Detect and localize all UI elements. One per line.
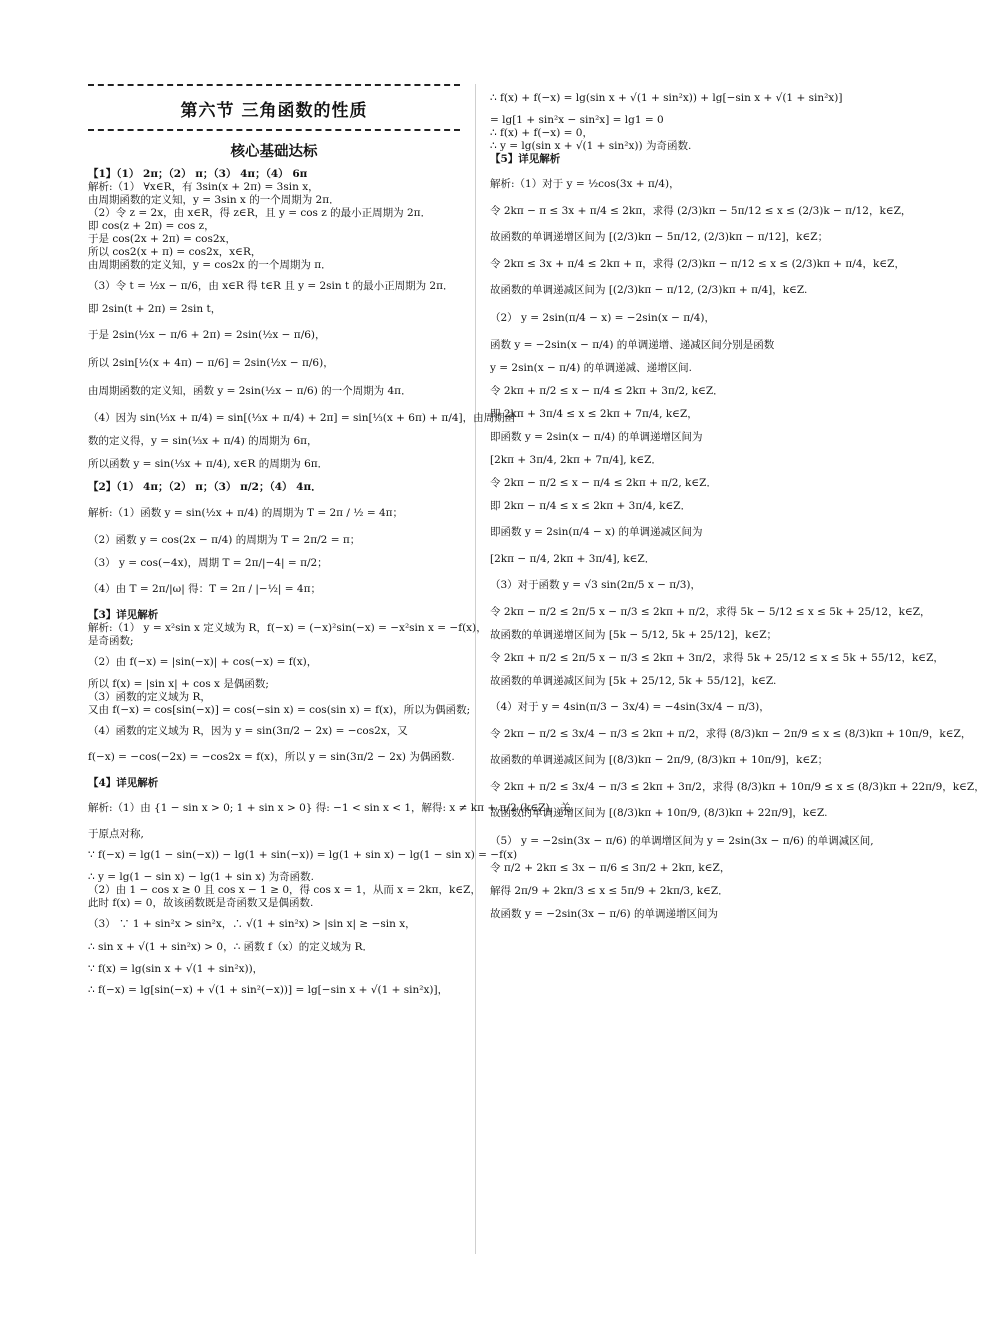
text-line: （3）令 t = ½x − π/6，由 x∈R 得 t∈R 且 y = 2sin t 的最小正周期为 2π．	[88, 280, 454, 292]
text-line: 令 2kπ + π/2 ≤ 3x/4 − π/3 ≤ 2kπ + 3π/2，求得 (8/3)kπ + 10π/9 ≤ x ≤ (8/3)kπ + 22π/9，k∈Z，	[490, 781, 985, 793]
text-line: f(−x) = −cos(−2x) = −cos2x = f(x)，所以 y = sin(3π/2 − 2x) 为偶函数.	[88, 751, 455, 763]
text-line: 即 2sin(t + 2π) = 2sin t，	[88, 303, 222, 315]
text-line: （2）令 z = 2x，由 x∈R，得 z∈R，且 y = cos z 的最小正周期为 2π．	[88, 207, 432, 219]
text-line: ∴ y = lg(sin x + √(1 + sin²x)) 为奇函数.	[490, 140, 692, 152]
text-line: 令 2kπ − π/2 ≤ 2π/5 x − π/3 ≤ 2kπ + π/2，求得 5k − 5/12 ≤ x ≤ 5k + 25/12，k∈Z，	[490, 606, 931, 618]
text-line: 解析:（1） y = x²sin x 定义域为 R，f(−x) = (−x)²sin(−x) = −x²sin x = −f(x)，	[88, 622, 487, 634]
text-line: 令 2kπ − π ≤ 3x + π/4 ≤ 2kπ，求得 (2/3)kπ − 5π/12 ≤ x ≤ (2/3)k − π/12，k∈Z，	[490, 205, 912, 217]
text-line: 解析:（1）由 {1 − sin x > 0; 1 + sin x > 0} 得: −1 < sin x < 1，解得: x ≠ kπ + π/2 (k∈Z)，关	[88, 802, 571, 814]
text-line: （2）由 f(−x) = |sin(−x)| + cos(−x) = f(x)，	[88, 656, 318, 668]
text-line: （3）函数的定义域为 R，	[88, 691, 211, 703]
text-line: 即函数 y = 2sin(π/4 − x) 的单调递减区间为	[490, 526, 703, 538]
text-line: ∴ f(x) + f(−x) = 0，	[490, 127, 593, 139]
text-line: 【3】详见解析	[88, 609, 159, 621]
text-line: 解析:（1）对于 y = ½cos(3x + π/4)，	[490, 178, 680, 190]
text-line: 函数 y = −2sin(x − π/4) 的单调递增、递减区间分别是函数	[490, 339, 775, 351]
section-title: 第六节 三角函数的性质	[180, 101, 368, 121]
text-line: 故函数的单调递增区间为 [5k − 5/12, 5k + 25/12]，k∈Z；	[490, 629, 778, 641]
text-line: 令 2kπ − π/2 ≤ 3x/4 − π/3 ≤ 2kπ + π/2，求得 (8/3)kπ − 2π/9 ≤ x ≤ (8/3)kπ + 10π/9，k∈Z，	[490, 728, 972, 740]
text-line: 故函数的单调递增区间为 [(2/3)kπ − 5π/12, (2/3)kπ − π/12]，k∈Z；	[490, 231, 829, 243]
text-line: 令 2kπ − π/2 ≤ x − π/4 ≤ 2kπ + π/2, k∈Z．	[490, 477, 717, 489]
text-line: y = 2sin(x − π/4) 的单调递减、递增区间.	[490, 362, 692, 374]
text-line: ∵ f(x) = lg(sin x + √(1 + sin²x))，	[88, 963, 264, 975]
text-line: 所以 cos2(x + π) = cos2x，x∈R，	[88, 246, 262, 258]
text-line: 所以 f(x) = |sin x| + cos x 是偶函数;	[88, 678, 269, 690]
text-line: 即 cos(z + 2π) = cos z，	[88, 220, 215, 232]
text-line: ∴ y = lg(1 − sin x) − lg(1 + sin x) 为奇函数.	[88, 871, 314, 883]
text-line: （4）对于 y = 4sin(π/3 − 3x/4) = −4sin(3x/4 − π/3)，	[490, 701, 770, 713]
column-divider	[475, 84, 476, 1254]
text-line: 即 2kπ − π/4 ≤ x ≤ 2kπ + 3π/4, k∈Z．	[490, 500, 692, 512]
text-line: 由周期函数的定义知，函数 y = 2sin(½x − π/6) 的一个周期为 4π．	[88, 385, 412, 397]
text-line: 令 2kπ ≤ 3x + π/4 ≤ 2kπ + π，求得 (2/3)kπ − π/12 ≤ x ≤ (2/3)kπ + π/4，k∈Z，	[490, 258, 905, 270]
text-line: （3）对于函数 y = √3 sin(2π/5 x − π/3)，	[490, 579, 701, 591]
subtitle: 核心基础达标	[230, 143, 318, 160]
text-line: 数的定义得，y = sin(⅓x + π/4) 的周期为 6π，	[88, 435, 318, 447]
text-line: 故函数 y = −2sin(3x − π/6) 的单调递增区间为	[490, 908, 718, 920]
text-line: （4）由 T = 2π/|ω| 得：T = 2π / |−½| = 4π；	[88, 583, 321, 595]
right-lines	[490, 91, 985, 922]
text-line: 即 2kπ + 3π/4 ≤ x ≤ 2kπ + 7π/4, k∈Z，	[490, 408, 698, 420]
text-line: 故函数的单调递减区间为 [(2/3)kπ − π/12, (2/3)kπ + π/4]，k∈Z.	[490, 284, 808, 296]
text-line: [2kπ − π/4, 2kπ + 3π/4], k∈Z．	[490, 553, 656, 565]
text-line: 于原点对称,	[88, 828, 144, 840]
text-line: 故函数的单调递减区间为 [5k + 25/12, 5k + 55/12]，k∈Z.	[490, 675, 777, 687]
text-line: 解析:（1） ∀x∈R，有 3sin(x + 2π) = 3sin x，	[88, 181, 319, 193]
text-line: （2）函数 y = cos(2x − π/4) 的周期为 T = 2π/2 = π；	[88, 534, 361, 546]
text-line: 是奇函数;	[88, 635, 134, 647]
text-line: 解析:（1）函数 y = sin(½x + π/4) 的周期为 T = 2π / ½ = 4π；	[88, 507, 404, 519]
text-line: 即函数 y = 2sin(x − π/4) 的单调递增区间为	[490, 431, 703, 443]
text-line: 【1】（1） 2π；（2） π；（3） 4π；（4） 6π	[88, 168, 308, 180]
text-line: ∴ f(x) + f(−x) = lg(sin x + √(1 + sin²x)) + lg[−sin x + √(1 + sin²x)]	[490, 92, 843, 104]
text-line: 所以函数 y = sin(⅓x + π/4), x∈R 的周期为 6π．	[88, 458, 329, 470]
text-line: 故函数的单调递减区间为 [(8/3)kπ − 2π/9, (8/3)kπ + 10π/9]，k∈Z；	[490, 754, 829, 766]
text-line: ∴ f(−x) = lg[sin(−x) + √(1 + sin²(−x))] = lg[−sin x + √(1 + sin²x)]，	[88, 984, 449, 996]
text-line: = lg[1 + sin²x − sin²x] = lg1 = 0	[490, 114, 664, 126]
text-line: （3） y = cos(−4x)，周期 T = 2π/|−4| = π/2；	[88, 557, 328, 569]
text-line: 于是 2sin(½x − π/6 + 2π) = 2sin(½x − π/6)，	[88, 329, 326, 341]
text-line: 令 2kπ + π/2 ≤ x − π/4 ≤ 2kπ + 3π/2, k∈Z．	[490, 385, 724, 397]
text-line: 于是 cos(2x + 2π) = cos2x，	[88, 233, 236, 245]
text-line: （3） ∵ 1 + sin²x > sin²x，∴ √(1 + sin²x) > |sin x| ≥ −sin x，	[88, 918, 416, 930]
right-column	[490, 84, 985, 930]
text-line: （4）因为 sin(⅓x + π/4) = sin[(⅓x + π/4) + 2π] = sin[⅓(x + 6π) + π/4]，由周期函	[88, 412, 516, 424]
text-line: （2） y = 2sin(π/4 − x) = −2sin(x − π/4)，	[490, 312, 715, 324]
text-line: 由周期函数的定义知，y = cos2x 的一个周期为 π．	[88, 259, 332, 271]
left-lines	[88, 168, 571, 998]
text-line: （5） y = −2sin(3x − π/6) 的单调增区间为 y = 2sin(3x − π/6) 的单调减区间,	[490, 835, 874, 847]
text-line: ∵ f(−x) = lg(1 − sin(−x)) − lg(1 + sin(−x)) = lg(1 + sin x) − lg(1 − sin x) = −f(x)	[88, 849, 518, 861]
text-line: ∴ sin x + √(1 + sin²x) > 0，∴ 函数 f（x）的定义域为 R．	[88, 941, 373, 953]
text-line: [2kπ + 3π/4, 2kπ + 7π/4], k∈Z．	[490, 454, 662, 466]
text-line: 解得 2π/9 + 2kπ/3 ≤ x ≤ 5π/9 + 2kπ/3, k∈Z．	[490, 885, 729, 897]
top-dashed-rule	[88, 84, 460, 86]
text-line: 故函数的单调递增区间为 [(8/3)kπ + 10π/9, (8/3)kπ + 22π/9]，k∈Z.	[490, 807, 828, 819]
text-line: 【2】（1） 4π；（2） π；（3） π/2；（4） 4π．	[88, 481, 322, 493]
text-line: 令 2kπ + π/2 ≤ 2π/5 x − π/3 ≤ 2kπ + 3π/2，求得 5k + 25/12 ≤ x ≤ 5k + 55/12，k∈Z，	[490, 652, 944, 664]
text-line: （4）函数的定义域为 R，因为 y = sin(3π/2 − 2x) = −cos2x，又	[88, 725, 408, 737]
text-line: 此时 f(x) = 0，故该函数既是奇函数又是偶函数.	[88, 897, 314, 909]
text-line: 【4】详见解析	[88, 777, 159, 789]
text-line: 由周期函数的定义知，y = 3sin x 的一个周期为 2π．	[88, 194, 340, 206]
text-line: 又由 f(−x) = cos[sin(−x)] = cos(−sin x) = cos(sin x) = f(x)，所以为偶函数;	[88, 704, 471, 716]
text-line: （2）由 1 − cos x ≥ 0 且 cos x − 1 ≥ 0，得 cos x = 1，从而 x = 2kπ，k∈Z，	[88, 884, 481, 896]
text-line: 令 π/2 + 2kπ ≤ 3x − π/6 ≤ 3π/2 + 2kπ, k∈Z，	[490, 862, 731, 874]
text-line: 【5】详见解析	[490, 153, 561, 165]
bottom-dashed-rule	[88, 129, 460, 131]
text-line: 所以 2sin[½(x + 4π) − π/6] = 2sin(½x − π/6)，	[88, 357, 334, 369]
